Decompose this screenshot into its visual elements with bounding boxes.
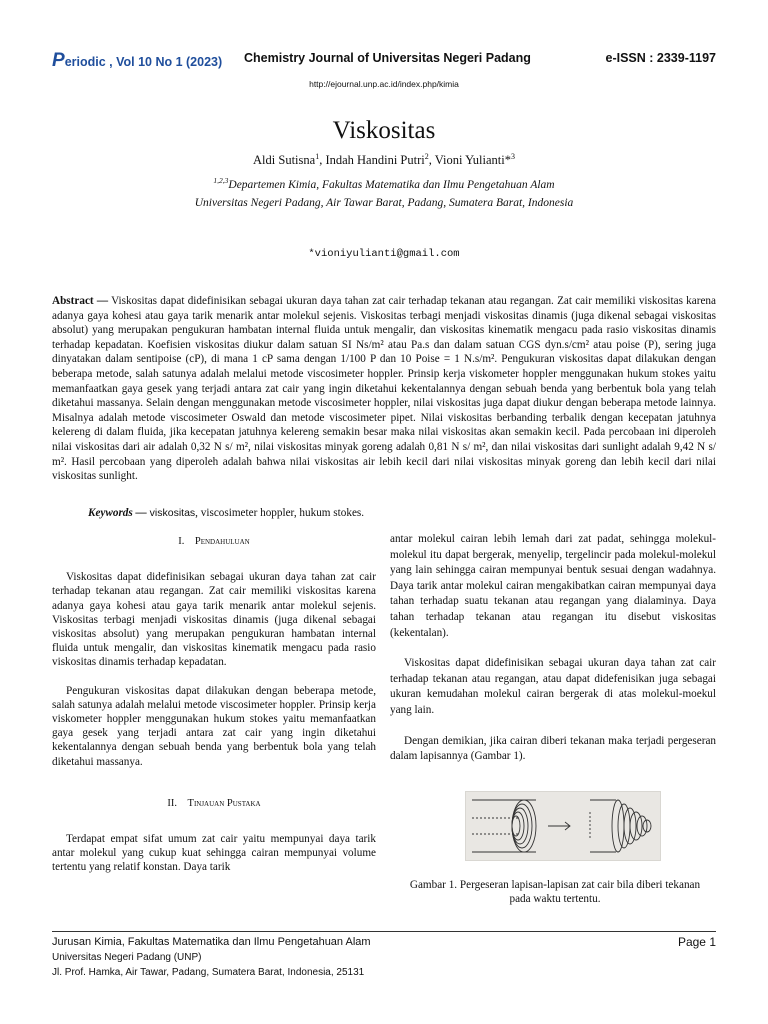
section-2-heading [52, 797, 376, 811]
section-2-paragraph-1: Terdapat empat sifat umum zat cair yaitu mempunyai daya tarik antar molekul yang cukup kuat sehingga cairan mempunyai volume tertentu yang relatif konstan. Daya tarik [52, 833, 376, 874]
author-list [0, 152, 768, 168]
author-3-sup: 3 [510, 152, 515, 161]
affiliation-line-1 [0, 176, 768, 191]
author-3: Vioni Yulianti* [434, 153, 511, 168]
corresponding-email[interactable]: *vioniyulianti@gmail.com [308, 248, 460, 260]
author-2: Indah Handini Putri [325, 153, 425, 168]
affiliation-sup: 1,2,3 [213, 176, 229, 185]
author-sep-1: , [319, 153, 326, 168]
fluid-layers-diagram [466, 792, 660, 860]
keyword-first: viskositas [146, 507, 196, 519]
section-1-paragraph-1: Viskositas dapat didefinisikan sebagai ukuran daya tahan zat cair terhadap tekanan atau regangan. Zat cair memiliki viskositas karena adanya gaya kohesi atau gaya tarik menarik antar molekul sejenis. Viskositas terbagi menjadi viskositas dinamis (juga dikenal sebagai viskositas absolut) yang merupakan pengukuran hambatan internal fluida untuk mengalir, dan viskositas kinematik mengacu pada rasio viskositas dinamis terhadap kepadatan. [52, 571, 376, 669]
right-paragraph-2: Viskositas dapat didefinisikan sebagai ukuran daya tahan zat cair terhadap tekanan atau regangan, atau dapat didefenisikan juga sebagai ukuran kemudahan molekul cairan bergerak di atas molekul-moekul yang lain. [390, 657, 716, 716]
author-1-sup: 1 [315, 152, 320, 161]
section-1-number: I. [178, 536, 185, 547]
section-1-heading [52, 535, 376, 549]
journal-url[interactable]: http://ejournal.unp.ac.id/index.php/kimia [309, 79, 459, 89]
right-paragraph-1: antar molekul cairan lebih lemah dari zat padat, sehingga molekul-molekul itu dapat bergerak, menyelip, tergelincir pada molekul-molekul yang lain sehingga cairan mempunyai bentuk sesuai dengan wadahnya. Daya tarik antar molekul cairan mengakibatkan cairan mempunyai daya tahan terhadap suatu tekanan atau regangan yang dialaminya. Daya tahan terhadap tekanan atau regangan itu disebut viskositas (kekentalan). [390, 533, 716, 639]
section-2-number: II. [167, 797, 178, 809]
footer-department: Jurusan Kimia, Fakultas Matematika dan Ilmu Pengetahuan Alam [52, 936, 371, 948]
paper-title: Viskositas [332, 117, 436, 144]
page-number: Page 1 [677, 935, 716, 949]
keywords-label: Keywords — [88, 507, 147, 519]
affiliation-department: Departemen Kimia, Fakultas Matematika dan Ilmu Pengetahuan Alam [228, 178, 555, 191]
journal-name: Chemistry Journal of Universitas Negeri Padang [244, 51, 531, 65]
footer-address: Jl. Prof. Hamka, Air Tawar, Padang, Sumatera Barat, Indonesia, 25131 [52, 967, 365, 978]
left-column [52, 535, 376, 875]
author-2-sup: 2 [424, 152, 429, 161]
section-1-title: Pendahuluan [194, 536, 250, 547]
right-column [390, 532, 716, 765]
author-1: Aldi Sutisna [253, 153, 316, 168]
right-paragraph-3: Dengan demikian, jika cairan diberi tekanan maka terjadi pergeseran dalam lapisannya (Gambar 1). [390, 734, 716, 763]
abstract-text: Viskositas dapat didefinisikan sebagai ukuran daya tahan zat cair terhadap tekanan atau regangan. Zat cair memiliki viskositas karena adanya gaya kohesi atau gaya tarik menarik antar molekul sejenis. Viskositas terbagi menjadi viskositas dinamis (juga dikenal sebagai viskositas absolut) yang merupakan pengukuran hambatan internal fluida untuk mengalir, dan viskositas kinematik mengacu pada rasio viskositas dinamis terhadap kepadatan. Koefisien viskositas diukur dalam satuan SI Ns/m² atau Pa.s dan dalam satuan CGS dyn.s/cm² atau poise (P), sering juga dinyatakan dalam sentipoise (cP), di mana 1 cP sama dengan 1/100 P dan 10 Poise = 1 N.s/m². Pengukuran viskositas dapat dilakukan dengan beberapa metode, salah satunya adalah melalui metode viscosimeter hoppler. Prinsip kerja viskometer hoppler menggunakan hukum stokes yaitu memanfaatkan gaya gesek yang terjadi antara zat cair yang ingin diketahui kekentalannya dengan sebuah benda yang berbentuk bola yang telah diketahui massanya. Selain dengan menggunakan metode viscosimeter hoppler, nilai viskositas juga dapat diukur dengan beberapa metode lainnya. Misalnya adalah metode viscosimeter Oswald dan metode viscosimeter pipet. Nilai viskositas berbanding terbalik dengan kecepatan jatuhnya kelereng di dalam fluida, jika kecepatan jatuhnya kelereng semakin besar maka nilai viskositas akan semakin kecil. Pada percobaan ini diperoleh nilai viskositas dari air adalah 0,32 N s/ m², nilai viskositas minyak goreng adalah 0,81 N s/ m², dan nilai viskositas dari sunlight adalah 9,42 N s/ m². Hasil percobaan yang diperoleh adalah bahwa nilai viskositas air lebih kecil dari nilai viskositas minyak goreng dan lebih kecil dari nilai viskositas sunlight. [52, 295, 716, 483]
footer-divider [52, 931, 716, 932]
abstract-label: Abstract — [52, 295, 109, 307]
affiliation-line-2: Universitas Negeri Padang, Air Tawar Barat, Padang, Sumatera Barat, Indonesia [194, 197, 574, 209]
footer-university: Universitas Negeri Padang (UNP) [52, 952, 202, 963]
section-1-paragraph-2: Pengukuran viskositas dapat dilakukan dengan beberapa metode, salah satunya adalah melalui metode viscosimeter hoppler. Prinsip kerja viskometer hoppler menggunakan hukum stokes yaitu memanfaatkan gaya gesek yang terjadi antara zat cair yang ingin diketahui kekentalannya dengan sebuah benda yang berbentuk bola yang telah diketahui massanya. [52, 684, 376, 768]
keywords [88, 507, 364, 519]
figure-1-caption: Gambar 1. Pergeseran lapisan-lapisan zat cair bila diberi tekanan pada waktu tertentu. [409, 879, 701, 905]
journal-header [52, 50, 716, 70]
journal-issn: e-ISSN : 2339-1197 [605, 51, 716, 65]
keywords-rest: , viscosimeter hoppler, hukum stokes. [195, 507, 365, 519]
section-2-title: Tinjauan Pustaka [187, 797, 261, 809]
author-sep-2: , [428, 153, 435, 168]
abstract [52, 294, 716, 484]
journal-volume-text: eriodic , Vol 10 No 1 (2023) [64, 55, 223, 69]
figure-1-image [465, 791, 661, 861]
journal-volume [52, 50, 222, 72]
journal-initial: P [52, 50, 65, 71]
